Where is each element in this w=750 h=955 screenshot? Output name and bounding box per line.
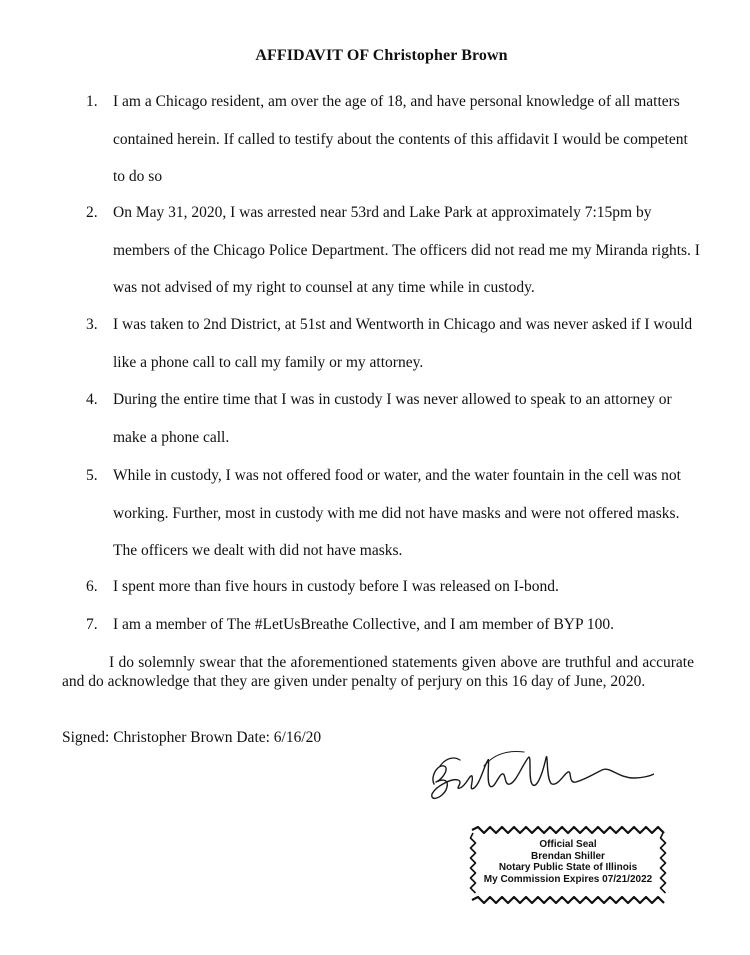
seal-line-name: Brendan Shiller [531, 850, 605, 862]
statement-item-2 [86, 194, 701, 307]
statement-item-1 [86, 83, 701, 196]
signed-line: Signed: Christopher Brown Date: 6/16/20 [62, 729, 322, 746]
seal-text [474, 839, 662, 885]
statement-text: On May 31, 2020, I was arrested near 53rd and Lake Park at approximately 7:15pm by members of the Chicago Police Department. The officers did not read me my Miranda rights. I was not advised of my right to counsel at any time while in custody. [113, 204, 700, 296]
handwritten-signature [424, 736, 654, 810]
statement-item-3 [86, 306, 701, 381]
statement-text: I spent more than five hours in custody before I was released on I-bond. [113, 578, 559, 595]
statement-number: 6. [86, 578, 98, 595]
statement-number: 1. [86, 93, 98, 110]
statement-number: 4. [86, 391, 98, 408]
seal-line-official: Official Seal [539, 839, 597, 850]
seal-line-title: Notary Public State of Illinois [498, 862, 638, 873]
oath-paragraph: I do solemnly swear that the aforementioned statements given above are truthful and accurate and do acknowledge that they are given under penalty of perjury on this 16 day of June, 2020. [62, 654, 694, 690]
statement-number: 7. [86, 616, 98, 633]
statement-number: 2. [86, 204, 98, 221]
statement-number: 3. [86, 316, 98, 333]
statement-text: I was taken to 2nd District, at 51st and Wentworth in Chicago and was never asked if I would like a phone call to call my family or my attorney. [113, 316, 693, 371]
statement-item-5 [86, 457, 701, 570]
statement-text: During the entire time that I was in custody I was never allowed to speak to an attorney or make a phone call. [113, 391, 672, 446]
seal-line-commission: My Commission Expires 07/21/2022 [483, 873, 653, 885]
statement-item-7 [86, 606, 701, 644]
statement-item-6 [86, 568, 701, 606]
statement-text: While in custody, I was not offered food or water, and the water fountain in the cell was not working. Further, most in custody with me did not have masks and were not offered masks. The officers we dealt with did not have masks. [113, 467, 681, 559]
statement-number: 5. [86, 467, 98, 484]
statement-text: I am a Chicago resident, am over the age of 18, and have personal knowledge of all matters contained herein. If called to testify about the contents of this affidavit I would be competent to do so [113, 93, 688, 185]
notary-seal [468, 823, 668, 907]
statement-item-4 [86, 381, 701, 456]
document-title: AFFIDAVIT OF Christopher Brown [255, 47, 508, 64]
statement-text: I am a member of The #LetUsBreathe Collective, and I am member of BYP 100. [113, 616, 615, 633]
